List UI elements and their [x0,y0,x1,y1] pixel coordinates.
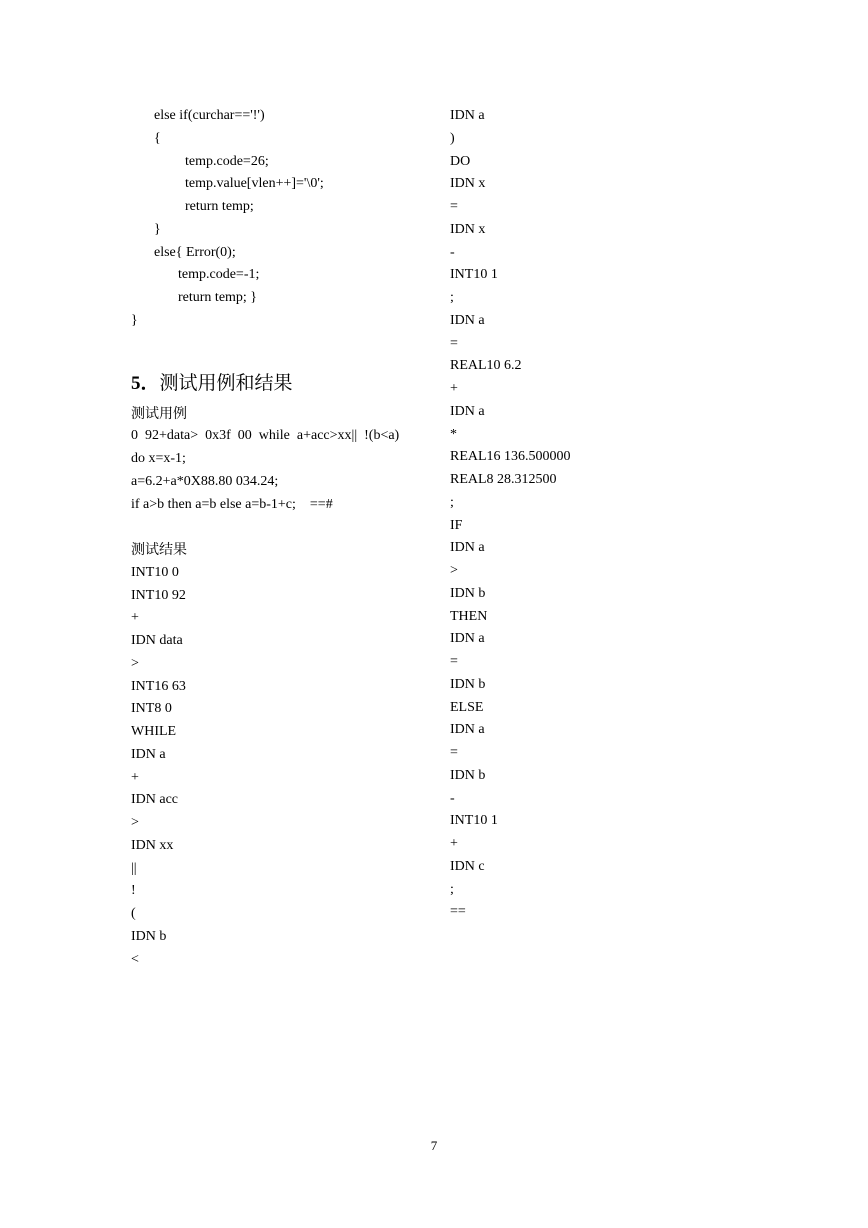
token-line: INT10 0 [131,564,179,580]
token-line: * [450,426,457,442]
code-line: temp.value[vlen++]='\0'; [185,176,324,192]
token-line: = [450,335,458,351]
token-line: WHILE [131,724,177,739]
token-line: || [131,860,137,876]
token-line: IDN b [450,676,486,692]
token-line: THEN [450,608,488,624]
token-line: - [450,244,455,260]
token-line: > [131,815,139,830]
test-case-line: do x=x-1; [131,451,186,466]
token-line: > [450,563,458,578]
test-case-block [131,425,431,516]
token-line: IDN acc [131,792,179,808]
section-heading [131,363,431,403]
token-line: IDN x [450,221,486,237]
token-line: INT16 63 [131,678,186,694]
token-line: IDN a [131,746,166,762]
token-line: + [450,381,458,396]
token-line: > [131,655,139,671]
token-line: IDN c [450,858,485,874]
code-line: temp.code=-1; [178,267,260,283]
token-line: == [450,904,466,920]
token-line: IDN a [450,722,485,738]
code-line: else{ Error(0); [154,244,236,260]
token-line: IF [450,517,463,533]
token-line: REAL16 136.500000 [450,449,571,465]
token-line: + [131,769,139,785]
token-line: DO [450,153,471,169]
token-line: + [450,836,458,851]
code-line: { [154,130,161,146]
token-line: IDN a [450,631,485,647]
token-line: = [450,745,458,760]
token-line: IDN xx [131,837,174,853]
token-line: IDN b [450,585,486,601]
token-line: IDN a [450,403,485,419]
token-line: = [450,199,458,214]
token-line: - [450,790,455,806]
token-line: INT10 1 [450,267,498,283]
test-result-left-list [131,562,431,972]
code-listing [131,105,431,333]
token-line: ; [450,881,454,897]
test-case-line: a=6.2+a*0X88.80 034.24; [131,473,279,489]
section-number: 5． [131,372,160,394]
test-case-line: 0 92+data> 0x3f 00 while a+acc>xx|| !(b<a) [131,428,400,444]
token-line: IDN a [450,108,485,123]
left-column [131,105,431,971]
token-line: = [450,654,458,669]
token-line: IDN a [450,540,485,556]
token-line: INT10 1 [450,813,498,829]
token-line: IDN b [131,928,167,944]
code-line: } [131,312,138,328]
token-line: + [131,610,139,626]
code-line: return temp; } [178,290,258,305]
section-title: 测试用例和结果 [159,371,293,394]
test-case-heading: 测试用例 [131,405,187,422]
token-line: IDN data [131,633,183,648]
code-line: return temp; [185,199,254,214]
code-line: else if(curchar=='!') [154,108,265,123]
test-result-heading: 测试结果 [131,542,187,558]
spacer [131,516,431,539]
code-line: } [154,221,161,237]
token-line: INT10 92 [131,587,186,603]
test-case-line: if a>b then a=b else a=b-1+c; ==# [131,496,333,512]
token-line: ) [450,130,455,146]
token-line: IDN b [450,767,486,783]
token-line: REAL10 6.2 [450,358,522,374]
token-line: IDN x [450,176,486,192]
token-line: INT8 0 [131,701,172,717]
token-line: ( [131,906,136,921]
token-line: REAL8 28.312500 [450,472,557,487]
page-number: 7 [430,1138,438,1153]
token-line: ELSE [450,699,484,715]
test-result-right-list [450,105,750,924]
token-line: < [131,951,139,967]
code-line: temp.code=26; [185,153,269,169]
token-line: ! [131,883,136,899]
right-column [450,105,750,924]
token-line: ; [450,290,454,305]
token-line: IDN a [450,312,485,328]
token-line: ; [450,494,454,510]
